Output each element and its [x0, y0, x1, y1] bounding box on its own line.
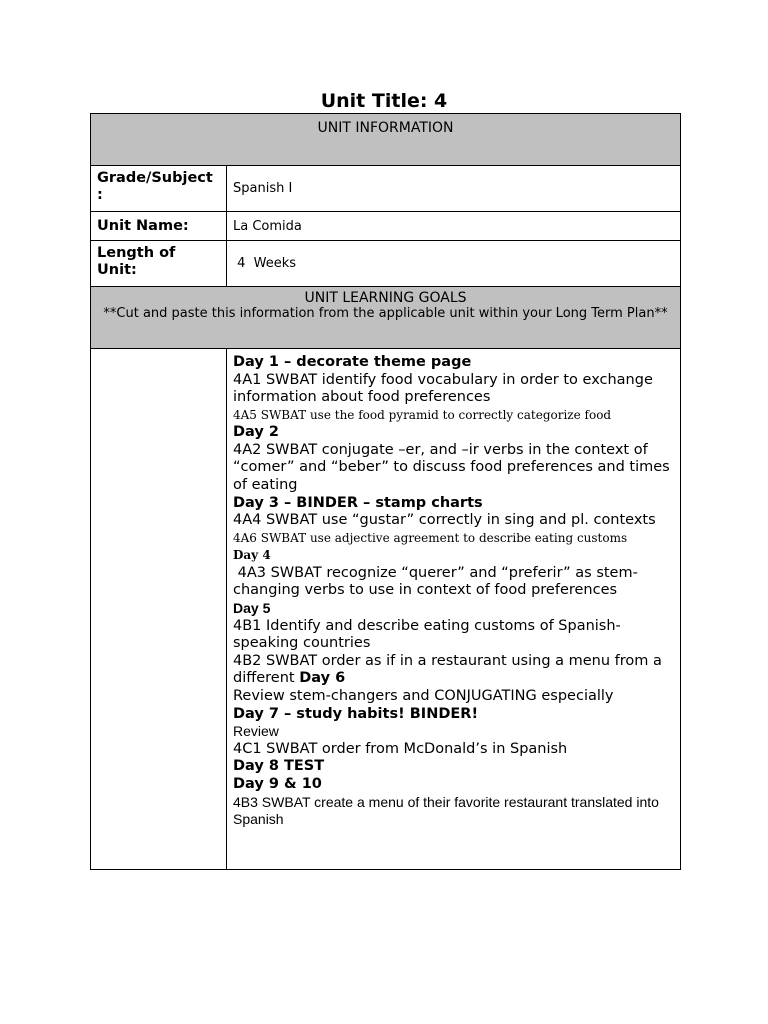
length-of-unit-value: 4 Weeks: [227, 241, 681, 287]
learning-goals-header-cell: [91, 287, 681, 349]
goal-4a4: 4A4 SWBAT use “gustar” correctly in sing and pl. contexts: [233, 512, 656, 529]
grade-subject-value: Spanish I: [227, 166, 681, 212]
goal-4b3: 4B3 SWBAT create a menu of their favorite restaurant translated into Spanish: [233, 793, 659, 828]
unit-name-label: Unit Name:: [91, 212, 227, 241]
unit-information-header: UNIT INFORMATION: [91, 114, 681, 166]
learning-goals-list: [227, 349, 681, 870]
goals-left-cell: [91, 349, 227, 870]
goal-4a1: 4A1 SWBAT identify food vocabulary in order to exchange information about food preferences: [233, 371, 653, 406]
goal-review-stem-changers: Review stem-changers and CONJUGATING especially: [233, 688, 614, 704]
goal-4a6: 4A6 SWBAT use adjective agreement to describe eating customs: [233, 530, 628, 545]
goal-day-8: Day 8 TEST: [233, 758, 325, 775]
goal-day-7: Day 7 – study habits! BINDER!: [233, 705, 479, 722]
goal-day-2: Day 2: [233, 424, 279, 441]
length-of-unit-label: Length of Unit:: [91, 241, 227, 287]
unit-name-value: La Comida: [227, 212, 681, 241]
goal-day-9-10: Day 9 & 10: [233, 775, 322, 792]
goal-4b2: 4B2 SWBAT order as if in a restaurant using a menu from a different: [233, 652, 662, 687]
goal-4a2: 4A2 SWBAT conjugate –er, and –ir verbs in the context of “comer” and “beber” to discuss food preferences and times of eating: [233, 441, 670, 494]
goal-4a5: 4A5 SWBAT use the food pyramid to correctly categorize food: [233, 407, 612, 422]
goal-day-1: Day 1 – decorate theme page: [233, 354, 472, 370]
goal-day-6: Day 6: [299, 670, 346, 687]
goal-4c1: 4C1 SWBAT order from McDonald’s in Spanish: [233, 740, 568, 757]
goal-4a3: 4A3 SWBAT recognize “querer” and “preferir” as stem-changing verbs to use in context of food preferences: [233, 564, 638, 599]
goal-4b2-line: [233, 653, 674, 688]
goal-day-4: Day 4: [233, 548, 271, 563]
page-title: Unit Title: 4: [320, 90, 448, 112]
learning-goals-header: UNIT LEARNING GOALS: [304, 290, 467, 306]
goal-day-3: Day 3 – BINDER – stamp charts: [233, 494, 483, 511]
goal-4b1: 4B1 Identify and describe eating customs of Spanish-speaking countries: [233, 617, 621, 652]
unit-plan-table: [90, 113, 681, 870]
goal-review: Review: [233, 723, 279, 740]
goal-day-5: Day 5: [233, 600, 271, 617]
grade-subject-label: Grade/Subject :: [91, 166, 227, 212]
learning-goals-subheader: **Cut and paste this information from the applicable unit within your Long Term Plan**: [103, 306, 668, 321]
